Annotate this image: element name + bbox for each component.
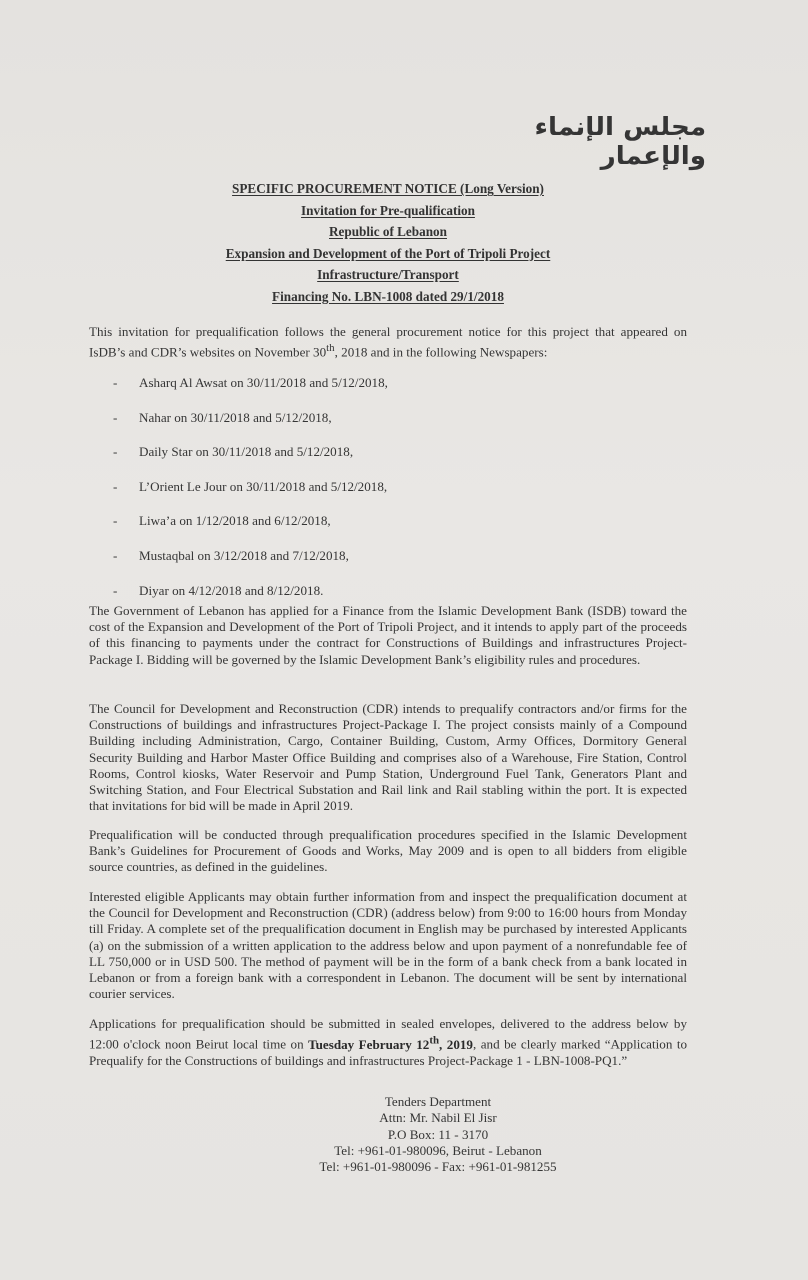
address-line: Attn: Mr. Nabil El Jisr: [379, 1110, 497, 1126]
newspaper-list: [113, 375, 563, 617]
submission-text-start: Applications for prequalification should be submitted in sealed envelopes, delivered to the address below by 12:00 o'clock noon Beirut local time on: [89, 1016, 687, 1052]
list-item: - Daily Star on 30/11/2018 and 5/12/2018,: [113, 444, 563, 479]
notice-subtitle: Invitation for Pre-qualification: [301, 202, 475, 218]
contact-address: [240, 1094, 636, 1175]
submission-deadline: [308, 1034, 473, 1052]
address-line: P.O Box: 11 - 3170: [387, 1126, 489, 1142]
intro-text-end: , 2018 and in the following Newspapers:: [334, 344, 548, 360]
cdr-arabic-logo: مجلس الإنماء والإعمار: [534, 112, 707, 170]
intro-superscript: th: [326, 342, 335, 355]
list-item: - Nahar on 30/11/2018 and 5/12/2018,: [113, 410, 563, 445]
deadline-superscript: th: [429, 1034, 440, 1047]
project-scope-paragraph: The Council for Development and Reconstruction (CDR) intends to prequalify contractors and/or firms for the Constructions of buildings and infrastructures Project-Package I. The project consists mainly of a Compound Building including Administration, Cargo, Container Building, Custom, Army Offices, Dormitory General Security Building and Harbor Master Office Building and comprises also of a Warehouse, Fire Station, Control Rooms, Control kiosks, Water Reservoir and Pump Station, Underground Fuel Tank, Generators Plant and Switching Station, and Four Electrical Substation and Rail link and Rail stabling within the port. It is expected that invitations for bid will be made in April 2019.: [89, 701, 687, 814]
deadline-year: , 2019: [439, 1036, 473, 1052]
address-line: Tel: +961-01-980096 - Fax: +961-01-981255: [319, 1159, 557, 1175]
list-item: - Asharq Al Awsat on 30/11/2018 and 5/12/2018,: [113, 375, 563, 410]
procedures-paragraph: Prequalification will be conducted through prequalification procedures specified in the Islamic Development Bank’s Guidelines for Procurement of Goods and Works, May 2009 and is open to all bidders from eligible source countries, as defined in the guidelines.: [89, 827, 687, 875]
list-item: - Mustaqbal on 3/12/2018 and 7/12/2018,: [113, 548, 563, 583]
address-line: Tel: +961-01-980096, Beirut - Lebanon: [334, 1142, 542, 1158]
list-item: - Diyar on 4/12/2018 and 8/12/2018.: [113, 583, 563, 618]
submission-text-end: , and be clearly marked “Application to Prequalify for the Constructions of buildings and infrastructures Project-Package 1 - LBN-1008-PQ1.”: [89, 1036, 688, 1068]
intro-text-start: This invitation for prequalification follows the general procurement notice for this project that appeared on IsDB’s and CDR’s websites on November 30: [89, 324, 687, 360]
address-line: Tenders Department: [384, 1094, 492, 1109]
financing-paragraph: The Government of Lebanon has applied for a Finance from the Islamic Development Bank (ISDB) toward the cost of the Expansion and Development of the Port of Tripoli Project, and it intends to apply part of the proceeds of this financing to payments under the contract for Constructions of Buildings and infrastructures Project-Package I. Bidding will be governed by the Islamic Development Bank’s eligibility rules and procedures.: [89, 603, 687, 667]
intro-paragraph: [89, 324, 687, 361]
notice-country: Republic of Lebanon: [329, 224, 447, 239]
notice-project: Expansion and Development of the Port of Tripoli Project: [225, 245, 551, 261]
list-item: - L’Orient Le Jour on 30/11/2018 and 5/12/2018,: [113, 479, 563, 514]
notice-title: SPECIFIC PROCUREMENT NOTICE (Long Version): [232, 181, 544, 196]
notice-sector: Infrastructure/Transport: [317, 267, 459, 282]
deadline-date: Tuesday February 12: [308, 1036, 430, 1052]
notice-heading: [150, 178, 626, 307]
submission-paragraph: [89, 1016, 687, 1069]
document-purchase-paragraph: Interested eligible Applicants may obtain further information from and inspect the prequalification document at the Council for Development and Reconstruction (CDR) (address below) from 9:00 to 16:00 hours from Monday till Friday. A complete set of the prequalification document in English may be purchased by interested Applicants (a) on the submission of a written application to the address below and upon payment of a nonrefundable fee of LL 750,000 or in USD 500. The method of payment will be in the form of a bank check from a bank located in Lebanon or from a foreign bank with a correspondent in Lebanon. The document will be sent by international courier services.: [89, 889, 687, 1002]
list-item: - Liwa’a on 1/12/2018 and 6/12/2018,: [113, 513, 563, 548]
notice-financing: Financing No. LBN-1008 dated 29/1/2018: [272, 288, 504, 304]
